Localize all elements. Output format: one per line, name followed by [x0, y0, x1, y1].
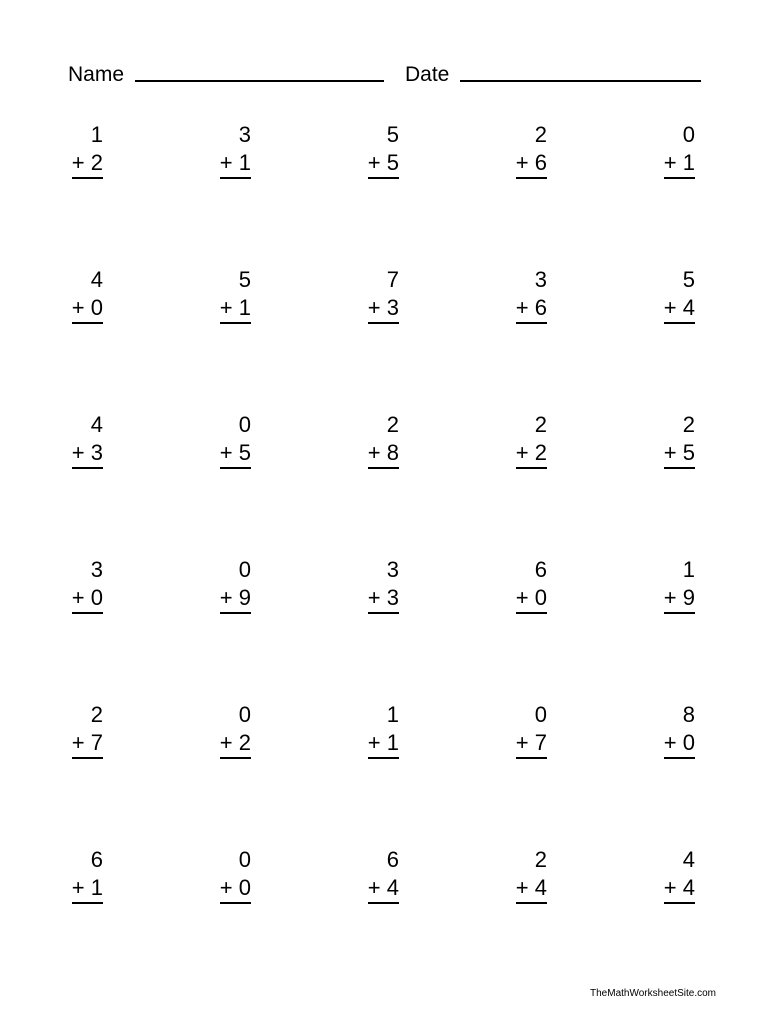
- addend-top: 1: [386, 702, 399, 727]
- addend-bottom: + 3: [72, 440, 103, 469]
- addend-bottom: + 7: [72, 730, 103, 759]
- addition-problem: [487, 847, 547, 907]
- addend-bottom: + 6: [516, 295, 547, 324]
- addend-top: 8: [682, 702, 695, 727]
- addition-problem: [191, 267, 251, 327]
- addition-problem: [487, 122, 547, 182]
- addition-problem: [339, 122, 399, 182]
- name-field-line[interactable]: [135, 80, 384, 82]
- addend-top: 6: [534, 557, 547, 582]
- addend-top: 0: [682, 122, 695, 147]
- addend-top: 4: [90, 267, 103, 292]
- addend-bottom: + 0: [220, 875, 251, 904]
- addend-bottom: + 1: [220, 295, 251, 324]
- addition-problem: [191, 702, 251, 762]
- addend-bottom: + 1: [220, 150, 251, 179]
- addition-problem: [43, 847, 103, 907]
- problem-row: [0, 122, 768, 182]
- addend-bottom: + 1: [72, 875, 103, 904]
- date-field-line[interactable]: [460, 80, 701, 82]
- addend-top: 0: [238, 557, 251, 582]
- addend-bottom: + 7: [516, 730, 547, 759]
- addition-problem: [339, 412, 399, 472]
- addend-bottom: + 3: [368, 585, 399, 614]
- addition-problem: [43, 557, 103, 617]
- problem-row: [0, 267, 768, 327]
- addition-problem: [487, 557, 547, 617]
- addend-bottom: + 5: [368, 150, 399, 179]
- problem-row: [0, 847, 768, 907]
- addition-problem: [339, 847, 399, 907]
- addend-top: 0: [238, 412, 251, 437]
- addend-bottom: + 9: [220, 585, 251, 614]
- addend-top: 3: [90, 557, 103, 582]
- addition-problem: [191, 557, 251, 617]
- addend-top: 2: [534, 412, 547, 437]
- addition-problem: [635, 267, 695, 327]
- addition-problem: [635, 702, 695, 762]
- addend-bottom: + 5: [664, 440, 695, 469]
- addition-problem: [339, 557, 399, 617]
- addition-problem: [635, 122, 695, 182]
- addend-top: 1: [90, 122, 103, 147]
- addend-bottom: + 2: [220, 730, 251, 759]
- addend-bottom: + 2: [72, 150, 103, 179]
- addition-problem: [191, 412, 251, 472]
- addend-top: 5: [386, 122, 399, 147]
- addition-problem: [635, 557, 695, 617]
- problem-row: [0, 702, 768, 762]
- addend-top: 5: [238, 267, 251, 292]
- addition-problem: [487, 702, 547, 762]
- addend-top: 6: [386, 847, 399, 872]
- addend-top: 0: [534, 702, 547, 727]
- addend-top: 2: [90, 702, 103, 727]
- addend-bottom: + 4: [516, 875, 547, 904]
- addition-problem: [43, 122, 103, 182]
- addition-problem: [635, 412, 695, 472]
- addend-bottom: + 8: [368, 440, 399, 469]
- addend-bottom: + 6: [516, 150, 547, 179]
- date-label: Date: [405, 63, 450, 86]
- addend-top: 3: [534, 267, 547, 292]
- addend-bottom: + 4: [664, 295, 695, 324]
- addend-bottom: + 0: [516, 585, 547, 614]
- name-label: Name: [68, 63, 125, 86]
- worksheet-header: [68, 60, 702, 90]
- addition-problem: [43, 412, 103, 472]
- addition-problem: [339, 267, 399, 327]
- addend-bottom: + 4: [368, 875, 399, 904]
- addend-top: 3: [386, 557, 399, 582]
- addend-bottom: + 0: [72, 295, 103, 324]
- addend-top: 2: [386, 412, 399, 437]
- addend-top: 0: [238, 847, 251, 872]
- addend-bottom: + 4: [664, 875, 695, 904]
- addition-problem: [43, 267, 103, 327]
- addend-bottom: + 5: [220, 440, 251, 469]
- addend-top: 4: [682, 847, 695, 872]
- site-credit: TheMathWorksheetSite.com: [590, 988, 716, 999]
- addition-problem: [635, 847, 695, 907]
- problem-row: [0, 557, 768, 617]
- addition-problem: [191, 847, 251, 907]
- addition-problem: [339, 702, 399, 762]
- addition-problem: [191, 122, 251, 182]
- addend-top: 2: [534, 847, 547, 872]
- addend-bottom: + 0: [664, 730, 695, 759]
- addend-top: 4: [90, 412, 103, 437]
- addend-bottom: + 0: [72, 585, 103, 614]
- addend-top: 7: [386, 267, 399, 292]
- addend-bottom: + 1: [664, 150, 695, 179]
- addend-bottom: + 1: [368, 730, 399, 759]
- addend-top: 6: [90, 847, 103, 872]
- addend-top: 2: [682, 412, 695, 437]
- problem-row: [0, 412, 768, 472]
- addend-bottom: + 2: [516, 440, 547, 469]
- addend-top: 1: [682, 557, 695, 582]
- addend-top: 2: [534, 122, 547, 147]
- addition-problem: [43, 702, 103, 762]
- addend-bottom: + 9: [664, 585, 695, 614]
- addend-top: 5: [682, 267, 695, 292]
- addend-top: 0: [238, 702, 251, 727]
- addend-bottom: + 3: [368, 295, 399, 324]
- addition-problem: [487, 412, 547, 472]
- addend-top: 3: [238, 122, 251, 147]
- addition-problem: [487, 267, 547, 327]
